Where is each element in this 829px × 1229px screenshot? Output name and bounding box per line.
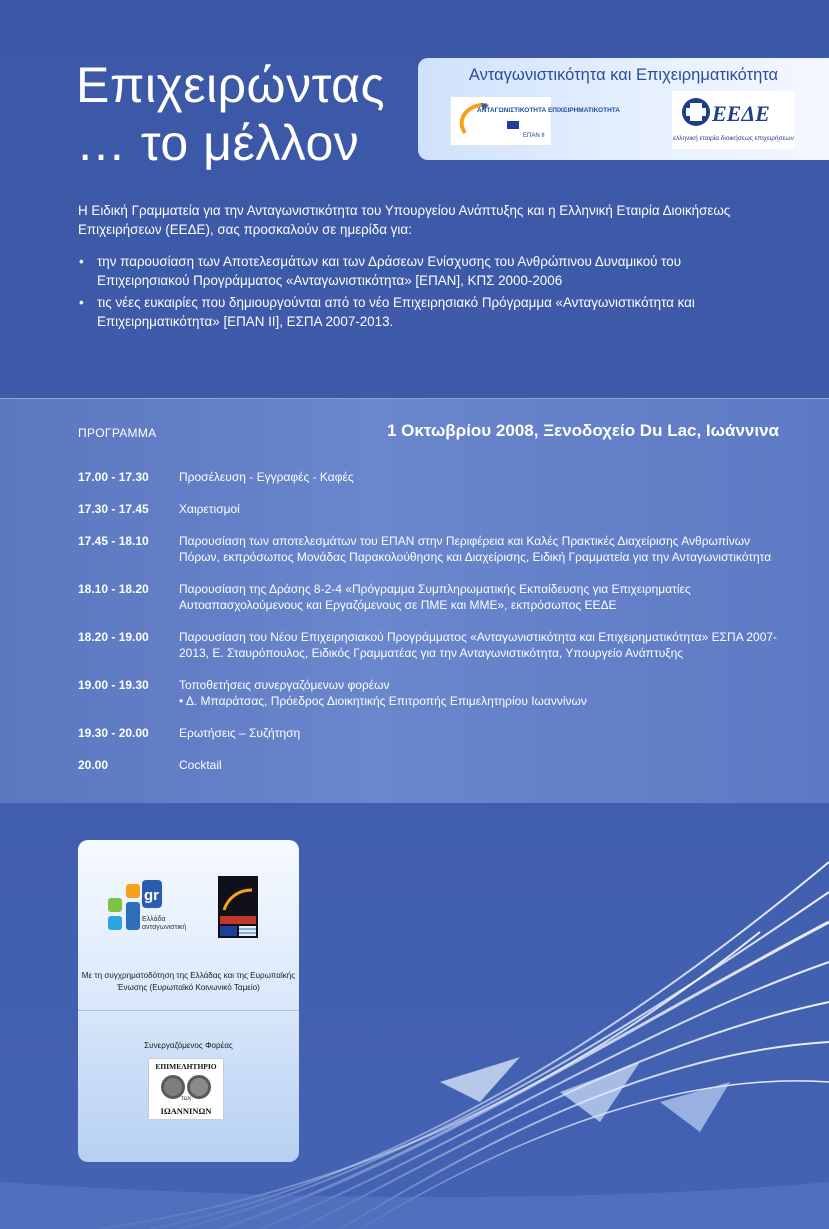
intro-bullet-text: τις νέες ευκαιρίες που δημιουργούνται από το νέο Επιχειρησιακό Πρόγραμμα «Ανταγωνιστικότητα και Επιχειρηματικότητα» [ΕΠΑΝ ΙΙ], ΕΣΠΑ 2007-2013. <box>97 295 695 329</box>
intro-bullets <box>78 252 758 331</box>
bullet-icon: • <box>79 295 84 310</box>
epan-logo-text: ΑΝΤΑΓΩΝΙΣΤΙΚΟΤΗΤΑ ΕΠΙΧΕΙΡΗΜΑΤΙΚΟΤΗΤΑ <box>477 107 620 114</box>
row-desc <box>179 677 778 709</box>
sponsor-card <box>78 840 299 1162</box>
row-time: 17.45 - 18.10 <box>78 534 149 548</box>
chamber-of-ioannina-logo <box>148 1058 224 1120</box>
program-section <box>0 398 829 803</box>
title-line-1: Επιχειρώντας <box>76 57 386 113</box>
intro-section <box>78 201 758 334</box>
gr-mark: gr <box>144 887 159 904</box>
program-row <box>78 533 778 565</box>
eede-logo-icon <box>672 91 795 135</box>
greece-competitive-logo-icon <box>78 840 299 960</box>
program-date-venue: 1 Οκτωβρίου 2008, Ξενοδοχείο Du Lac, Ιωάννινα <box>386 421 779 440</box>
program-row <box>78 501 778 517</box>
title-line-2: … το μέλλον <box>76 115 360 171</box>
program-row <box>78 757 778 773</box>
epan-logo-icon <box>451 97 620 145</box>
row-desc: Χαιρετισμοί <box>179 502 240 516</box>
greece-logo-line-1: Ελλάδα <box>142 916 166 923</box>
intro-bullet-2 <box>78 293 758 331</box>
row-time: 17.30 - 17.45 <box>78 502 149 516</box>
program-row <box>78 629 778 661</box>
epan-logo-sub: ΕΠΑΝ ΙΙ <box>523 133 545 139</box>
row-desc: Παρουσίαση των αποτελεσμάτων του ΕΠΑΝ στην Περιφέρεια και Καλές Πρακτικές Διαχείρισης Ανθρωπίνων Πόρων, εκπρόσωπος Μονάδας Παρακολούθησης και Διαχείρισης, Ειδική Γραμματεία για την Ανταγωνιστικότητα <box>179 534 772 564</box>
page-title <box>76 56 385 172</box>
eede-logo-text: ΕΕΔΕ <box>712 101 770 126</box>
funding-text: Με τη συγχρηματοδότηση της Ελλάδας και της Ευρωπαϊκής Ένωσης (Ευρωπαϊκό Κοινωνικό Ταμείο) <box>81 971 296 992</box>
intro-paragraph: Η Ειδική Γραμματεία για την Ανταγωνιστικότητα του Υπουργείου Ανάπτυξης και η Ελληνική Εταιρία Διοικήσεως Επιχειρήσεων (ΕΕΔΕ), σας προσκαλούν σε ημερίδα για: <box>78 203 731 237</box>
row-time: 17.00 - 17.30 <box>78 470 149 484</box>
greece-logo-line-2: ανταγωνιστική <box>142 924 187 931</box>
row-time: 19.00 - 19.30 <box>78 678 149 692</box>
program-row <box>78 677 778 709</box>
row-time: 19.30 - 20.00 <box>78 726 149 740</box>
row-time: 18.10 - 18.20 <box>78 582 149 596</box>
row-time: 20.00 <box>78 758 109 772</box>
chamber-logo-top: ΕΠΙΜΕΛΗΤΗΡΙΟ <box>155 1062 217 1071</box>
eede-logo-sub: ελληνική εταιρία διοικήσεως επιχειρήσεων <box>673 135 794 142</box>
row-desc: Παρουσίαση της Δράσης 8-2-4 «Πρόγραμμα Συμπληρωματικής Εκπαίδευσης για Επιχειρηματίες Αυτοαπασχολούμενους και Εργαζόμενους σε ΠΜΕ και ΜΜΕ», εκπρόσωπος ΕΕΔΕ <box>179 582 691 612</box>
chamber-logo-mid: ΤΩΝ <box>180 1097 192 1102</box>
row-desc: Ερωτήσεις – Συζήτηση <box>179 726 301 740</box>
intro-bullet-1 <box>78 252 758 290</box>
intro-bullet-text: την παρουσίαση των Αποτελεσμάτων και των Δράσεων Ενίσχυσης του Ανθρώπινου Δυναμικού του Επιχειρησιακού Προγράμματος «Ανταγωνιστικότητα» [ΕΠΑΝ], ΚΠΣ 2000-2006 <box>97 254 682 288</box>
greece-logo-text <box>142 916 186 932</box>
program-banner <box>418 58 829 160</box>
epan-logo <box>450 96 620 146</box>
program-row <box>78 469 778 485</box>
row-desc: Παρουσίαση του Νέου Επιχειρησιακού Προγράμματος «Ανταγωνιστικότητα και Επιχειρηματικότητα» ΕΣΠΑ 2007-2013, Ε. Σταυρόπουλος, Ειδικός Γραμματέας για την Ανταγωνιστικότητα, Υπουργείο Ανάπτυξης <box>179 630 778 660</box>
partner-label: Συνεργαζόμενος Φορέας <box>144 1041 233 1050</box>
bullet-icon: • <box>79 254 84 269</box>
eede-logo <box>672 91 795 149</box>
row-desc-sub: • Δ. Μπαράτσας, Πρόεδρος Διοικητικής Επιτροπής Επιμελητηρίου Ιωαννίνων <box>179 694 587 708</box>
row-desc: Cocktail <box>179 758 222 772</box>
card-divider <box>78 1010 299 1011</box>
row-desc-main: Τοποθετήσεις συνεργαζόμενων φορέων <box>179 678 390 692</box>
program-label: ΠΡΟΓΡΑΜΜΑ <box>78 426 157 440</box>
chamber-logo-bottom: ΙΩΑΝΝΙΝΩΝ <box>160 1106 212 1116</box>
row-desc: Προσέλευση - Εγγραφές - Καφές <box>179 470 354 484</box>
banner-title: Ανταγωνιστικότητα και Επιχειρηματικότητα <box>468 66 779 84</box>
program-rows <box>78 469 778 773</box>
program-row <box>78 581 778 613</box>
row-time: 18.20 - 19.00 <box>78 630 149 644</box>
program-row <box>78 725 778 741</box>
